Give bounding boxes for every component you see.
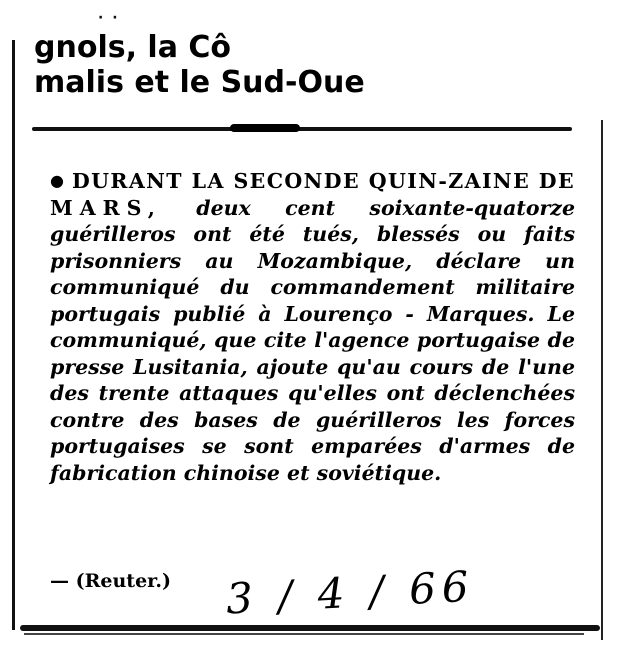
handwritten-date: 3 / 4 / 66 <box>224 561 476 624</box>
separator-rule-top <box>32 127 572 131</box>
separator-rule-top-thick <box>230 124 300 132</box>
article-text: deux cent soixante-quatorze guérilleros ont été tués, blessés ou faits prisonniers au Mozambique, déclare un communiqué du commandement militaire portugais publié à Lourenço - Marques. Le communiqué, que cite l'agence portugaise de presse Lusitania, ajoute qu'au cours de l'une des trente attaques qu'elles ont déclenchées contre des bases de guérilleros les forces portugaises se sont emparées d'armes de fabrication chinoise et soviétique. <box>50 195 575 485</box>
clipping-edge-right <box>601 120 603 640</box>
top-specks: · · <box>98 10 120 26</box>
separator-rule-bottom <box>20 625 600 631</box>
previous-article-line-1: gnols, la Cô <box>34 30 232 65</box>
clipping-edge-left <box>12 40 15 630</box>
previous-article-line-2: malis et le Sud-Oue <box>34 65 365 100</box>
bullet-icon: ● <box>50 171 64 190</box>
previous-article-fragment <box>34 30 365 100</box>
article-signoff: — (Reuter.) <box>50 570 172 592</box>
article-lead-spaced: MARS, <box>50 195 162 220</box>
article-lead: DURANT LA SECONDE QUIN-ZAINE DE <box>71 169 575 193</box>
article-body <box>50 168 575 486</box>
separator-rule-bottom-thin <box>24 633 584 635</box>
